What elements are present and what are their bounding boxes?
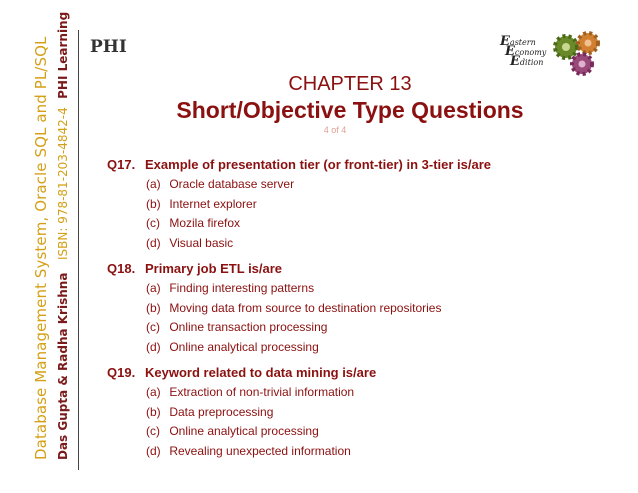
questions-list bbox=[107, 155, 632, 467]
option-item: (c) Online analytical processing bbox=[146, 424, 319, 438]
question-q18 bbox=[107, 259, 632, 357]
gear-green-icon bbox=[555, 36, 577, 58]
gear-purple-icon bbox=[572, 54, 592, 74]
option-item: (a) Finding interesting patterns bbox=[146, 281, 315, 295]
option-item: (c) Online transaction processing bbox=[146, 320, 328, 334]
book-title: Database Management System, Oracle SQL and PL/SQL bbox=[32, 36, 50, 460]
book-publisher: PHI Learning bbox=[56, 11, 70, 99]
edition-line-1: Eastern bbox=[500, 34, 536, 49]
edition-line-2: Economy bbox=[505, 44, 547, 59]
question-q19 bbox=[107, 363, 632, 461]
chapter-heading: CHAPTER 13 bbox=[288, 73, 412, 95]
option-item: (b) Internet explorer bbox=[146, 196, 257, 211]
option-item: (c) Mozila firefox bbox=[146, 216, 241, 230]
book-authors: Das Gupta & Radha Krishna bbox=[56, 272, 70, 460]
page-number: 4 of 4 bbox=[323, 125, 347, 135]
sidebar-divider bbox=[78, 30, 79, 470]
option-item: (a) Oracle database server bbox=[146, 177, 295, 191]
question-q17 bbox=[107, 155, 632, 253]
question-text: Q18. Primary job ETL is/are bbox=[107, 261, 283, 276]
book-isbn: ISBN: 978-81-203-4842-4 bbox=[56, 107, 70, 261]
option-item: (b) Moving data from source to destination repositories bbox=[146, 300, 442, 315]
option-item: (b) Data preprocessing bbox=[146, 404, 274, 419]
question-text: Q17. Example of presentation tier (or front-tier) in 3-tier is/are bbox=[107, 157, 492, 172]
option-item: (d) Revealing unexpected information bbox=[146, 443, 351, 458]
option-item: (d) Online analytical processing bbox=[146, 339, 319, 354]
option-item: (d) Visual basic bbox=[146, 235, 234, 250]
eastern-economy-edition-logo bbox=[500, 34, 558, 70]
option-item: (a) Extraction of non-trivial information bbox=[146, 385, 355, 399]
page-title: Short/Objective Type Questions bbox=[176, 97, 524, 123]
book-sidebar bbox=[30, 11, 74, 460]
gear-orange-icon bbox=[578, 33, 598, 53]
phi-logo: PHI bbox=[90, 37, 127, 57]
book-credits bbox=[53, 11, 73, 460]
question-text: Q19. Keyword related to data mining is/are bbox=[107, 365, 377, 380]
edition-line-3: Edition bbox=[510, 54, 544, 69]
gears-icon bbox=[553, 30, 603, 78]
